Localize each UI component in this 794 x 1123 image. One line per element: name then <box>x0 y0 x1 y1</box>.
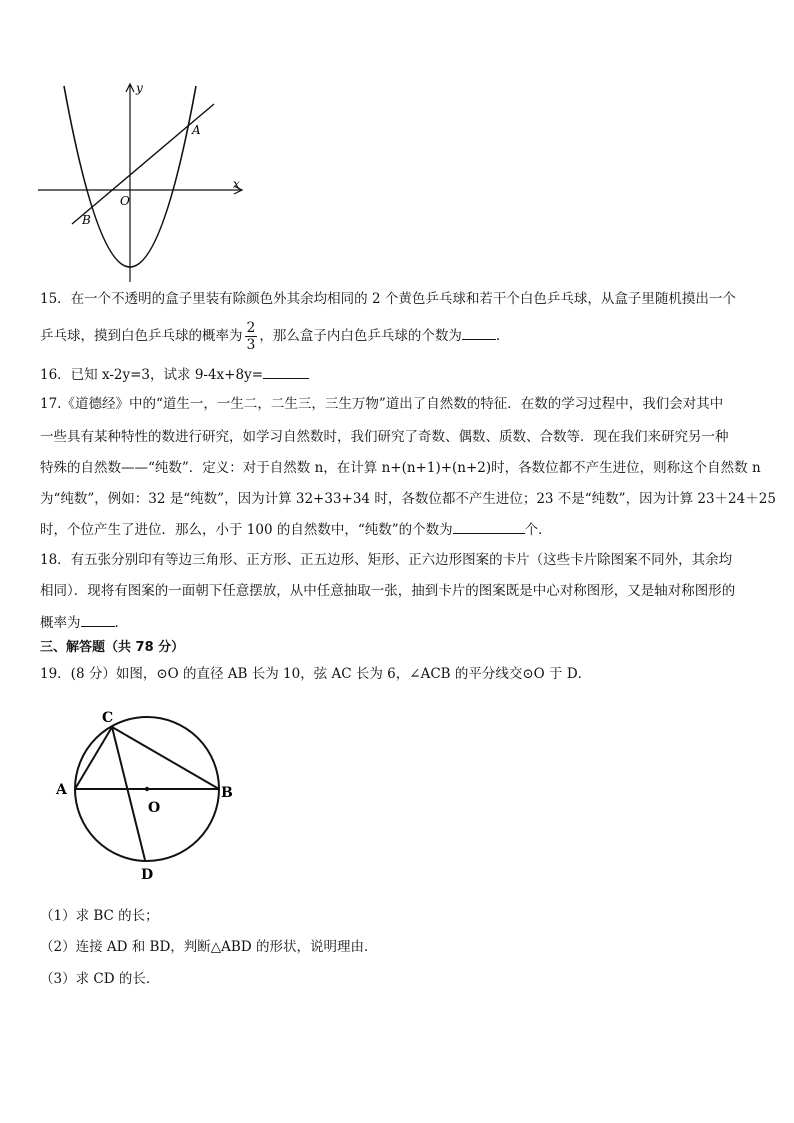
q17-line2: 一些具有某种特性的数进行研究，如学习自然数时，我们研究了奇数、偶数、质数、合数等．现在我们来研究另一种 <box>40 429 729 445</box>
q18-answer-blank[interactable] <box>81 612 115 627</box>
q18-line3 <box>40 612 119 633</box>
q16 <box>40 364 309 385</box>
fraction-numerator: 2 <box>246 320 256 336</box>
q18-line1: 18．有五张分别印有等边三角形、正方形、正五边形、矩形、正六边形图案的卡片（这些卡片除图案不同外，其余均 <box>40 552 733 568</box>
q17-line4: 为“纯数”，例如：32 是“纯数”，因为计算 32+33+34 时，各数位都不产生进位；23 不是“纯数”，因为计算 23＋24＋25 <box>40 491 776 507</box>
point-o-label: O <box>148 800 161 816</box>
center-point <box>145 787 149 791</box>
q16-answer-blank[interactable] <box>263 364 309 379</box>
q15-answer-blank[interactable] <box>462 325 496 340</box>
q17-line3: 特殊的自然数——“纯数”．定义：对于自然数 n，在计算 n+(n+1)+(n+2)时，各数位都不产生进位，则称这个自然数 n <box>40 460 761 476</box>
q19-sub1: （1）求 BC 的长； <box>40 908 159 924</box>
q17-line5-text: 时，个位产生了进位．那么，小于 100 的自然数中，“纯数”的个数为 <box>40 522 453 538</box>
circle-figure <box>48 700 248 890</box>
chord-ac <box>75 727 112 789</box>
q19-sub3: （3）求 CD 的长． <box>40 971 160 987</box>
q17-answer-blank[interactable] <box>453 519 525 534</box>
point-a-label: A <box>56 782 67 798</box>
q17-line5 <box>40 519 552 540</box>
section-heading: 三、解答题（共 78 分） <box>40 640 185 655</box>
q19-sub2: （2）连接 AD 和 BD，判断△ABD 的形状，说明理由． <box>40 939 378 955</box>
point-b-label: B <box>221 785 233 801</box>
point-c-label: C <box>102 710 114 726</box>
point-b-label: B <box>82 213 91 227</box>
q15-line1: 15．在一个不透明的盒子里装有除颜色外其余均相同的 2 个黄色乒乓球和若干个白色乒乓球，从盒子里随机摸出一个 <box>40 291 736 307</box>
q18-line3-text: 概率为 <box>40 615 81 631</box>
y-label: y <box>136 81 143 95</box>
q18-end: . <box>114 615 119 631</box>
parabola-line-graph <box>30 78 250 288</box>
q16-text: 16．已知 x-2y=3，试求 9-4x+8y= <box>40 367 264 383</box>
q15-end: . <box>495 328 501 344</box>
x-label: x <box>233 177 240 191</box>
probability-fraction <box>245 320 258 353</box>
fraction-denominator: 3 <box>246 337 256 353</box>
straight-line <box>72 104 214 224</box>
q17-line5-end: 个． <box>524 522 552 538</box>
origin-label: O <box>120 194 130 208</box>
point-d-label: D <box>141 867 154 883</box>
q15-line2-text-a: 乒乓球，摸到白色乒乓球的概率为 <box>40 328 243 344</box>
q15-line2 <box>40 318 500 354</box>
chord-cd <box>112 727 145 860</box>
q15-line2-text-b: ，那么盒子内白色乒乓球的个数为 <box>259 328 462 344</box>
point-a-label: A <box>192 123 201 137</box>
chord-bc <box>112 727 219 789</box>
q19-stem: 19．(8 分）如图，⊙O 的直径 AB 长为 10，弦 AC 长为 6，∠ACB 的平分线交⊙O 于 D． <box>40 666 592 682</box>
q17-line1: 17.《道德经》中的“道生一，一生二，二生三，三生万物”道出了自然数的特征．在数的学习过程中，我们会对其中 <box>40 396 724 412</box>
q18-line2: 相同）．现将有图案的一面朝下任意摆放，从中任意抽取一张，抽到卡片的图案既是中心对称图形，又是轴对称图形的 <box>40 583 736 599</box>
